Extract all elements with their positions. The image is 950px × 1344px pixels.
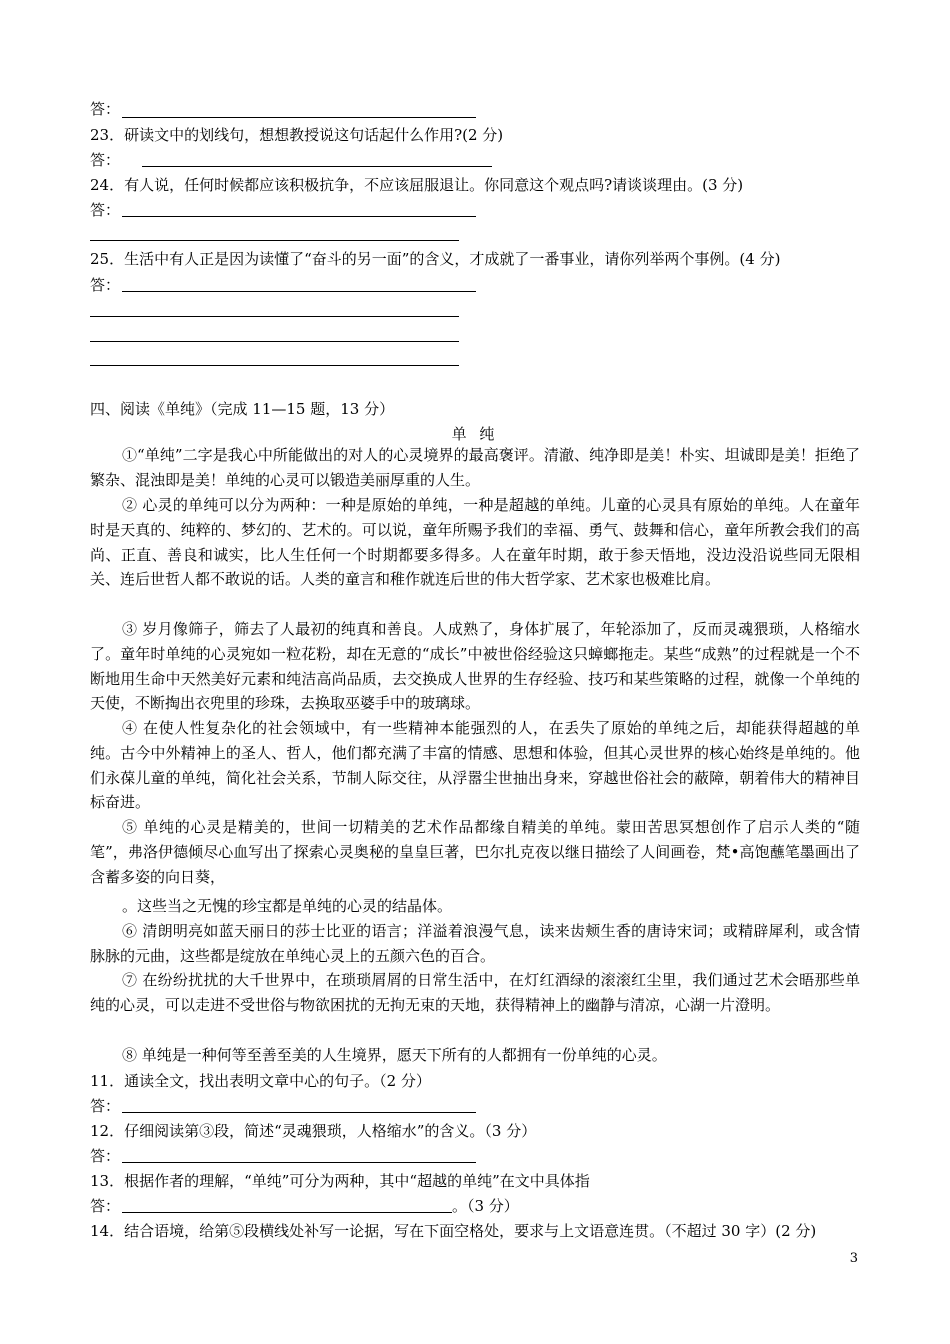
answer-line[interactable] [90,365,459,366]
question-14: 14．结合语境，给第⑤段横线处补写一论据，写在下面空格处，要求与上文语意连贯。（不超过 30 字）(2 分) [90,1222,817,1240]
answer-label: 答： [90,100,121,118]
section-heading: 四、阅读《单纯》（完成 11—15 题，13 分） [90,400,395,418]
answer-line[interactable] [122,1162,476,1163]
question-13-tail: 。（3 分） [452,1197,519,1215]
paragraph-2: ② 心灵的单纯可以分为两种：一种是原始的单纯，一种是超越的单纯。儿童的心灵具有原始的单纯。人在童年时是天真的、纯粹的、梦幻的、艺术的。可以说，童年所赐予我们的幸福、勇气、鼓舞和信心，童年所教会我们的高尚、正直、善良和诚实，比人生任何一个时期都要多得多。人在童年时期，敢于参天悟地，没边没沿说些同无限相关、连后世哲人都不敢说的话。人类的童言和稚作就连后世的伟大哲学家、艺术家也极难比肩。 [90,496,860,589]
paragraph-3: ③ 岁月像筛子，筛去了人最初的纯真和善良。人成熟了，身体扩展了，年轮添加了，反而灵魂猥琐，人格缩水了。童年时单纯的心灵宛如一粒花粉，却在无意的“成长”中被世俗经验这只蟑螂拖走。某些“成熟”的过程就是一个不断地用生命中天然美好元素和纯洁高尚品质，去交换成人世界的生存经验、技巧和某些策略的过程，就像一个单纯的天使，不断掏出衣兜里的珍珠，去换取巫婆手中的玻璃球。 [90,620,860,713]
answer-line[interactable] [90,240,459,241]
question-13: 13．根据作者的理解，“单纯”可分为两种，其中“超越的单纯”在文中具体指 [90,1172,590,1190]
answer-label: 答： [90,1147,121,1165]
answer-line[interactable] [122,117,476,118]
question-24: 24．有人说，任何时候都应该积极抗争，不应该屈服退让。你同意这个观点吗?请谈谈理由。(3 分) [90,176,744,194]
answer-label: 答： [90,201,121,219]
answer-line[interactable] [142,166,492,167]
answer-line[interactable] [122,291,476,292]
answer-label: 答： [90,151,121,169]
paragraph-8: ⑧ 单纯是一种何等至善至美的人生境界，愿天下所有的人都拥有一份单纯的心灵。 [122,1046,667,1064]
answer-line[interactable] [122,1212,452,1213]
answer-label: 答： [90,1097,121,1115]
question-23: 23．研读文中的划线句，想想教授说这句话起什么作用?(2 分) [90,126,504,144]
paragraph-5: ⑤ 单纯的心灵是精美的，世间一切精美的艺术作品都缘自精美的单纯。蒙田苦思冥想创作了启示人类的“随笔”，弗洛伊德倾尽心血写出了探索心灵奥秘的皇皇巨著，巴尔扎克夜以继日描绘了人间画卷，梵•高饱蘸笔墨画出了含蓄多姿的向日葵， [90,818,860,886]
answer-line[interactable] [90,316,459,317]
answer-line[interactable] [122,216,476,217]
paragraph-1: ①“单纯”二字是我心中所能做出的对人的心灵境界的最高褒评。清澈、纯净即是美！朴实、坦诚即是美！拒绝了繁杂、混浊即是美！单纯的心灵可以锻造美丽厚重的人生。 [90,446,860,489]
paragraph-5-tail: 。这些当之无愧的珍宝都是单纯的心灵的结晶体。 [122,897,453,915]
answer-label: 答： [90,276,121,294]
page-number: 3 [849,1251,858,1266]
question-11: 11．通读全文，找出表明文章中心的句子。（2 分） [90,1072,431,1090]
paragraph-6: ⑥ 清朗明亮如蓝天丽日的莎士比亚的语言；洋溢着浪漫气息，读来齿颊生香的唐诗宋词；或精辟犀利，或含情脉脉的元曲，这些都是绽放在单纯心灵上的五颜六色的百合。 [90,922,860,965]
answer-line[interactable] [90,341,459,342]
paragraph-7: ⑦ 在纷纷扰扰的大千世界中，在琐琐屑屑的日常生活中，在灯红酒绿的滚滚红尘里，我们通过艺术会晤那些单纯的心灵，可以走进不受世俗与物欲困扰的无拘无束的天地，获得精神上的幽静与清凉，心湖一片澄明。 [90,971,860,1014]
article-title: 单 纯 [451,425,499,443]
question-25: 25．生活中有人正是因为读懂了“奋斗的另一面”的含义，才成就了一番事业，请你列举两个事例。(4 分) [90,250,781,268]
answer-line[interactable] [122,1112,476,1113]
paragraph-4: ④ 在使人性复杂化的社会领域中，有一些精神本能强烈的人，在丢失了原始的单纯之后，却能获得超越的单纯。古今中外精神上的圣人、哲人，他们都充满了丰富的情感、思想和体验，但其心灵世界的核心始终是单纯的。他们永葆儿童的单纯，简化社会关系，节制人际交往，从浮嚣尘世抽出身来，穿越世俗社会的蔽障，朝着伟大的精神目标奋进。 [90,719,860,812]
answer-label: 答： [90,1197,121,1215]
question-12: 12．仔细阅读第③段，简述“灵魂猥琐，人格缩水”的含义。（3 分） [90,1122,537,1140]
